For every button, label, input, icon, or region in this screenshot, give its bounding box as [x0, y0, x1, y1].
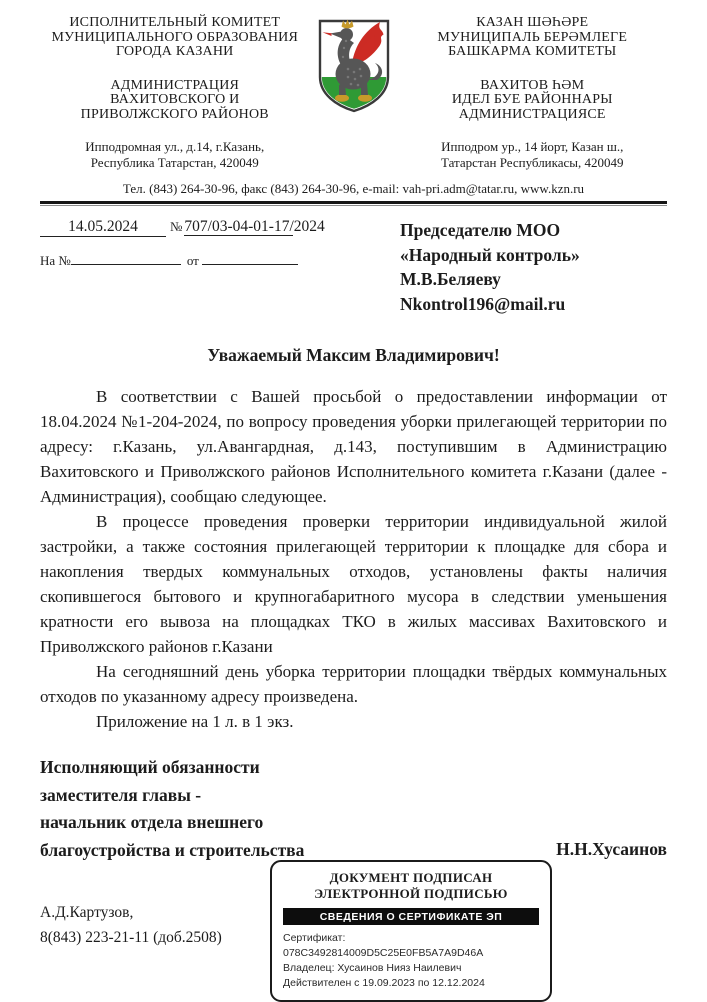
executor-contact: [40, 900, 222, 950]
recipient-email: Nkontrol196@mail.ru: [400, 293, 566, 314]
contact-line: Тел. (843) 264-30-96, факс (843) 264-30-96, e-mail: vah-pri.adm@tatar.ru, www.kzn.ru: [122, 181, 585, 196]
division-name-ru: [40, 79, 310, 123]
reply-number-blank: [71, 264, 181, 265]
reference-section: [40, 218, 667, 316]
kazan-coat-of-arms-icon: [310, 17, 398, 115]
signer-position-line: заместителя главы -: [40, 784, 202, 805]
stamp-owner: Владелец: Хусаинов Нияз Наилевич: [283, 962, 462, 974]
letter-date: 14.05.2024: [40, 218, 166, 237]
org-name-line: БАШКАРМА КОМИТЕТЫ: [448, 44, 617, 59]
reference-fields: [40, 218, 340, 316]
letterhead: [40, 16, 667, 170]
signature-block: [40, 754, 667, 864]
division-name-tat: [398, 79, 668, 123]
letterhead-right-column: [398, 16, 668, 170]
address-line: Республика Татарстан, 420049: [90, 154, 259, 170]
division-line: ИДЕЛ БУЕ РАЙОННАРЫ: [451, 92, 613, 107]
org-name-line: ГОРОДА КАЗАНИ: [116, 44, 234, 59]
letter-page: [0, 15, 707, 989]
e-signature-stamp: [270, 860, 552, 1002]
recipient-line: М.В.Беляеву: [400, 269, 501, 289]
stamp-certificate-header: СВЕДЕНИЯ О СЕРТИФИКАТЕ ЭП: [283, 908, 539, 925]
division-line: АДМИНИСТРАЦИЯ: [110, 77, 240, 93]
executor-phone: 8(843) 223-21-11 (доб.2508): [40, 929, 222, 946]
signer-position-line: начальник отдела внешнего: [40, 812, 264, 832]
executor-name: А.Д.Картузов,: [40, 904, 134, 921]
stamp-title: [283, 870, 539, 901]
address-line: Ипподром ур., 14 йорт, Казан ш.,: [441, 139, 624, 154]
signer-position-line: Исполняющий обязанности: [40, 757, 260, 777]
address-ru: [40, 139, 310, 170]
org-name-line: МУНИЦИПАЛЬНОГО ОБРАЗОВАНИЯ: [51, 29, 298, 45]
recipient-line: Председателю МОО: [400, 220, 561, 240]
stamp-title-line: ЭЛЕКТРОННОЙ ПОДПИСЬЮ: [314, 885, 508, 901]
org-name-line: МУНИЦИПАЛЬ БЕРӘМЛЕГЕ: [437, 29, 628, 45]
stamp-certificate-number: Сертификат: 078C3492814009D5C25E0FB5A7A9D46A: [283, 932, 484, 959]
reply-date-blank: [202, 264, 298, 265]
letterhead-divider: [40, 201, 667, 206]
number-sign: №: [170, 219, 183, 234]
stamp-title-line: ДОКУМЕНТ ПОДПИСАН: [329, 870, 493, 885]
org-name-ru: [40, 16, 310, 60]
recipient-line: «Народный контроль»: [400, 244, 580, 265]
org-name-line: КАЗАН ШӘҺӘРЕ: [476, 15, 589, 30]
address-tat: [398, 139, 668, 170]
reply-to-line: [40, 253, 340, 269]
letter-number: 707/03-04-01-17/2024: [184, 218, 325, 235]
division-line: ПРИВОЛЖСКОГО РАЙОНОВ: [80, 106, 269, 122]
letterhead-left-column: [40, 16, 310, 170]
address-line: Ипподромная ул., д.14, г.Казань,: [85, 139, 265, 154]
body-paragraph: В соответствии с Вашей просьбой о предоставлении информации от 18.04.2024 №1-204-2024, по вопросу проведения уборки прилегающей территории по адресу: г.Казань, ул.Авангардная, д.143, поступившим в Администрацию Вахитовского и Приволжского районов Исполнительного комитета г.Казани (далее - Администрация), сообщаю следующее.: [40, 387, 667, 506]
outgoing-number-line: [40, 218, 340, 237]
signer-name: Н.Н.Хусаинов: [556, 838, 667, 859]
division-line: АДМИНИСТРАЦИЯСЕ: [458, 106, 606, 122]
reply-prefix: На №: [40, 253, 71, 268]
body-paragraph: В процессе проведения проверки территории индивидуальной жилой застройки, а также состояния прилегающей территории к площадке для сбора и накопления твердых коммунальных отходов, установлены факты наличия скопившегося бытового и крупногабаритного мусора в следствии уменьшения кратности его вывоза на площадках ТКО в жилых массивах Вахитовского и Приволжского районов г.Казани: [40, 512, 667, 656]
division-line: ВАХИТОВСКОГО И: [110, 92, 240, 107]
org-name-tat: [398, 16, 668, 60]
salutation: Уважаемый Максим Владимирович!: [207, 345, 500, 365]
stamp-certificate-details: [283, 931, 539, 991]
body-paragraph: Приложение на 1 л. в 1 экз.: [96, 712, 294, 731]
stamp-validity: Действителен с 19.09.2023 по 12.12.2024: [283, 977, 485, 989]
division-line: ВАХИТОВ ҺӘМ: [480, 77, 585, 93]
reply-from-label: от: [186, 253, 199, 268]
recipient-block: [400, 218, 580, 316]
org-name-line: ИСПОЛНИТЕЛЬНЫЙ КОМИТЕТ: [69, 15, 281, 30]
body-paragraph: На сегодняшний день уборка территории площадки твёрдых коммунальных отходов по указанному адресу произведена.: [40, 662, 667, 706]
address-line: Татарстан Республикасы, 420049: [440, 154, 624, 170]
signer-position-line: благоустройства и строительства: [40, 839, 305, 860]
letter-body: [40, 384, 667, 734]
